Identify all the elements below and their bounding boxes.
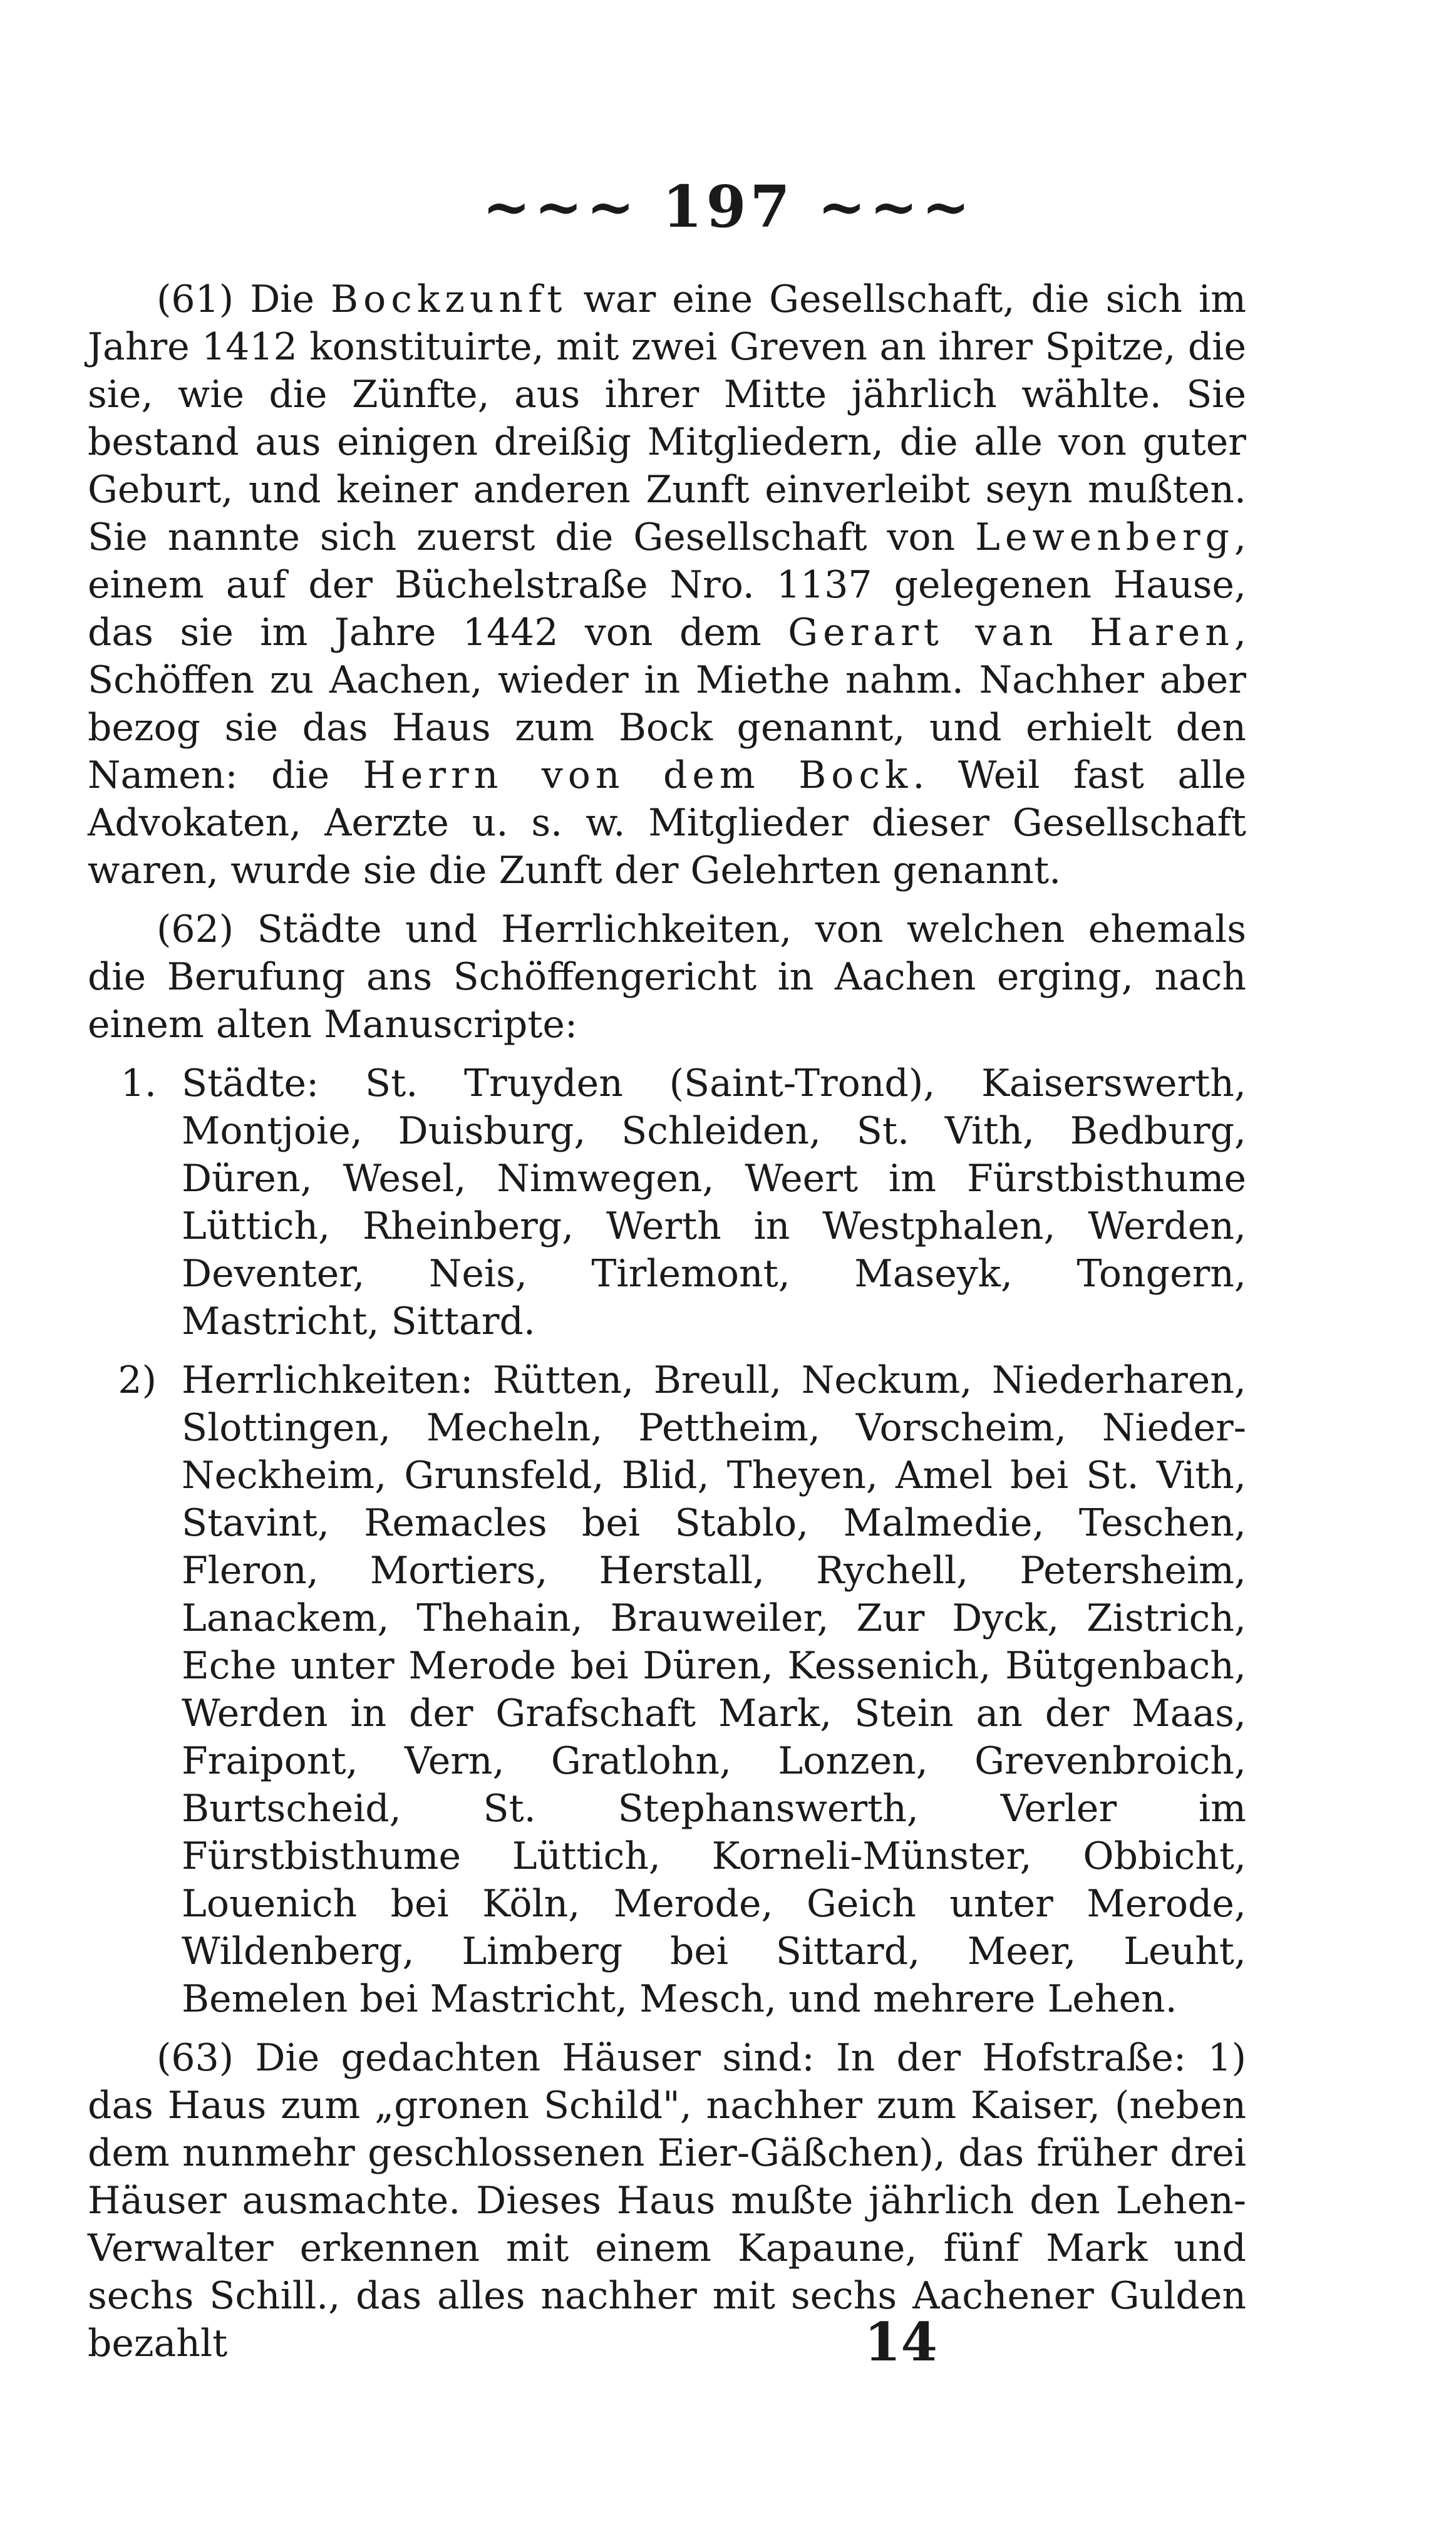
paragraph-61-part: , einem auf der Büchelstraße Nro. 1137 gelegenen Hause, das sie im Jahre 1442 von dem — [88, 515, 1246, 654]
paragraph-61-part: . Weil fast alle Advokaten, Aerzte u. s. w. Mitglieder dieser Gesellschaft waren, wurde sie die Zunft der Gelehrten genannt. — [88, 753, 1247, 892]
emphasis-bockzunft: Bockzunft — [331, 277, 567, 321]
list-item — [88, 1060, 1246, 1345]
list-item-text: Herrlichkeiten: Rütten, Breull, Neckum, Niederharen, Slottingen, Mecheln, Pettheim, Vorscheim, Nieder-Neckheim, Grunsfeld, Blid, Theyen, Amel bei St. Vith, Stavint, Remacles bei Stablo, Malmedie, Teschen, Fleron, Mortiers, Herstall, Rychell, Petersheim, Lanackem, Thehain, Brauweiler, Zur Dyck, Zistrich, Eche unter Merode bei Düren, Kessenich, Bütgenbach, Werden in der Grafschaft Mark, Stein an der Maas, Fraipont, Vern, Gratlohn, Lonzen, Grevenbroich, Burtscheid, St. Stephanswerth, Verler im Fürstbisthume Lüttich, Korneli-Münster, Obbicht, Louenich bei Köln, Merode, Geich unter Merode, Wildenberg, Limberg bei Sittard, Meer, Leuht, Bemelen bei Mastricht, Mesch, und mehrere Lehen. — [182, 1358, 1246, 2021]
page-number-header: ~~~ 197 ~~~ — [482, 173, 974, 240]
emphasis-gerart-van-haren: Gerart van Haren — [788, 611, 1234, 654]
paragraph-61-part: (61) Die — [157, 277, 331, 321]
page-body — [88, 276, 1246, 2379]
list-item-text: Städte: St. Truyden (Saint-Trond), Kaiserswerth, Montjoie, Duisburg, Schleiden, St. Vith, Bedburg, Düren, Wesel, Nimwegen, Weert im Fürstbisthume Lüttich, Rheinberg, Werth in Westphalen, Werden, Deventer, Neis, Tirlemont, Maseyk, Tongern, Mastricht, Sittard. — [182, 1062, 1246, 1343]
paragraph-63: (63) Die gedachten Häuser sind: In der Hofstraße: 1) das Haus zum „gronen Schild", nachher zum Kaiser, (neben dem nunmehr geschlossenen Eier-Gäßchen), das früher drei Häuser ausmachte. Dieses Haus mußte jährlich den Lehen-Verwalter erkennen mit einem Kapaune, fünf Mark und sechs Schill., das alles nachher mit sechs Aachener Gulden bezahlt — [88, 2036, 1246, 2365]
emphasis-lewenberg: Lewenberg — [975, 515, 1234, 559]
list-item — [88, 1357, 1246, 2023]
paragraph-61 — [88, 276, 1246, 894]
paragraph-61-part: , Schöffen zu Aachen, wieder in Miethe nahm. Nachher aber bezog sie das Haus zum Bock genannt, und erhielt den Namen: die — [88, 611, 1246, 797]
paragraph-62: (62) Städte und Herrlichkeiten, von welchen ehemals die Berufung ans Schöffengericht in Aachen erging, nach einem alten Manuscripte: — [88, 907, 1246, 1046]
emphasis-herrn-von-dem-bock: Herrn von dem Bock — [363, 753, 913, 797]
signature-mark: 14 — [864, 2311, 937, 2373]
list-item-number: 2) — [118, 1358, 157, 1402]
paragraph-61-part: war eine Gesellschaft, die sich im Jahre 1412 konstituirte, mit zwei Greven an ihrer Spitze, die sie, wie die Zünfte, aus ihrer Mitte jährlich wählte. Sie bestand aus einigen dreißig Mitgliedern, die alle von guter Geburt, und keiner anderen Zunft einverleibt seyn mußten. Sie nannte sich zuerst die Gesellschaft von — [88, 277, 1246, 559]
list-item-number: 1. — [120, 1062, 157, 1105]
